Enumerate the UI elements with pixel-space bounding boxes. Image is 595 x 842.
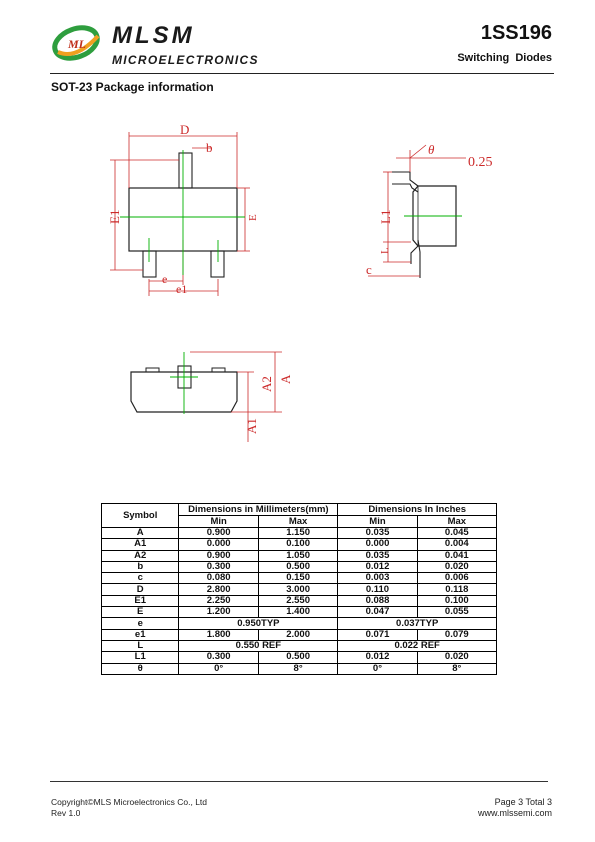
cell-mm-min: 0.900 bbox=[179, 550, 258, 561]
cell-mm-min: 0.000 bbox=[179, 539, 258, 550]
cell-symbol: D bbox=[102, 584, 179, 595]
table-row bbox=[102, 629, 497, 640]
header-divider bbox=[50, 73, 554, 74]
dim-label-E: E bbox=[247, 214, 259, 221]
cell-in-max: 0.079 bbox=[417, 629, 496, 640]
cell-symbol: e bbox=[102, 618, 179, 629]
cell-mm-max: 1.050 bbox=[258, 550, 337, 561]
footer-url: www.mlssemi.com bbox=[477, 808, 552, 818]
cell-in-max: 0.041 bbox=[417, 550, 496, 561]
top-view bbox=[110, 132, 250, 296]
footer-divider bbox=[50, 781, 548, 782]
dim-label-D: D bbox=[180, 122, 190, 137]
dim-label-A2: A2 bbox=[259, 376, 274, 392]
table-row bbox=[102, 528, 497, 539]
dim-label-e1: e1 bbox=[176, 282, 188, 296]
dim-label-L: L bbox=[379, 247, 391, 254]
cell-symbol: A bbox=[102, 528, 179, 539]
cell-symbol: θ bbox=[102, 663, 179, 674]
cell-mm-span: 0.950TYP bbox=[179, 618, 338, 629]
dim-label-A1: A1 bbox=[244, 418, 259, 434]
dim-label-theta: θ bbox=[428, 142, 435, 157]
cell-in-min: 0.003 bbox=[338, 573, 417, 584]
table-row bbox=[102, 618, 497, 629]
cell-symbol: c bbox=[102, 573, 179, 584]
cell-in-max: 0.100 bbox=[417, 595, 496, 606]
dimensions-table bbox=[101, 503, 497, 675]
part-number: 1SS196 bbox=[480, 22, 552, 44]
cell-mm-max: 2.550 bbox=[258, 595, 337, 606]
table-row bbox=[102, 573, 497, 584]
mm-min-header: Min bbox=[179, 516, 258, 528]
dim-label-e: e bbox=[162, 272, 168, 286]
table-header-row bbox=[102, 504, 497, 516]
cell-in-span: 0.022 REF bbox=[338, 640, 497, 651]
brand-subtitle: MICROELECTRONICS bbox=[112, 53, 259, 67]
package-drawing bbox=[0, 110, 595, 460]
dim-label-A: A bbox=[278, 374, 293, 384]
cell-in-max: 0.006 bbox=[417, 573, 496, 584]
cell-mm-max: 1.150 bbox=[258, 528, 337, 539]
footer-page: Page 3 Total 3 bbox=[494, 797, 552, 807]
cell-in-min: 0.110 bbox=[338, 584, 417, 595]
logo-mark-icon bbox=[48, 20, 110, 64]
cell-symbol: E bbox=[102, 607, 179, 618]
table-row bbox=[102, 607, 497, 618]
brand-name: MLSM bbox=[112, 22, 195, 49]
cell-in-max: 0.020 bbox=[417, 652, 496, 663]
table-row bbox=[102, 663, 497, 674]
cell-in-max: 0.004 bbox=[417, 539, 496, 550]
table-row bbox=[102, 595, 497, 606]
in-max-header: Max bbox=[417, 516, 496, 528]
front-view bbox=[131, 352, 282, 442]
cell-mm-max: 8° bbox=[258, 663, 337, 674]
cell-in-max: 0.118 bbox=[417, 584, 496, 595]
cell-in-min: 0.000 bbox=[338, 539, 417, 550]
cell-mm-min: 0.300 bbox=[179, 561, 258, 572]
cell-mm-span: 0.550 REF bbox=[179, 640, 338, 651]
cell-symbol: A1 bbox=[102, 539, 179, 550]
cell-in-min: 0.012 bbox=[338, 561, 417, 572]
cell-mm-min: 0.900 bbox=[179, 528, 258, 539]
cell-symbol: b bbox=[102, 561, 179, 572]
cell-in-span: 0.037TYP bbox=[338, 618, 497, 629]
cell-symbol: E1 bbox=[102, 595, 179, 606]
table-row bbox=[102, 550, 497, 561]
cell-in-max: 8° bbox=[417, 663, 496, 674]
table-row bbox=[102, 539, 497, 550]
cell-mm-max: 0.150 bbox=[258, 573, 337, 584]
footer-revision: Rev 1.0 bbox=[51, 808, 81, 818]
cell-in-min: 0.088 bbox=[338, 595, 417, 606]
cell-in-min: 0.035 bbox=[338, 528, 417, 539]
in-min-header: Min bbox=[338, 516, 417, 528]
cell-mm-min: 2.250 bbox=[179, 595, 258, 606]
cell-mm-min: 2.800 bbox=[179, 584, 258, 595]
logo-mark-text: ML bbox=[68, 37, 86, 51]
dim-label-E1: E1 bbox=[107, 209, 122, 224]
dim-label-c: c bbox=[366, 262, 372, 277]
cell-in-min: 0.047 bbox=[338, 607, 417, 618]
cell-in-min: 0.071 bbox=[338, 629, 417, 640]
cell-symbol: L1 bbox=[102, 652, 179, 663]
dim-label-b: b bbox=[206, 140, 213, 155]
table-row bbox=[102, 561, 497, 572]
table-row bbox=[102, 640, 497, 651]
top-view-centerlines bbox=[120, 150, 245, 275]
cell-mm-min: 0.300 bbox=[179, 652, 258, 663]
cell-symbol: L bbox=[102, 640, 179, 651]
cell-in-min: 0.035 bbox=[338, 550, 417, 561]
cell-in-min: 0.012 bbox=[338, 652, 417, 663]
symbol-header: Symbol bbox=[102, 504, 179, 528]
cell-mm-max: 0.500 bbox=[258, 652, 337, 663]
section-title: SOT-23 Package information bbox=[51, 80, 214, 94]
cell-in-min: 0° bbox=[338, 663, 417, 674]
cell-mm-min: 1.200 bbox=[179, 607, 258, 618]
footer-copyright: Copyright©MLS Microelectronics Co., Ltd bbox=[51, 797, 208, 807]
cell-mm-max: 2.000 bbox=[258, 629, 337, 640]
dim-label-025: 0.25 bbox=[468, 155, 493, 170]
dim-label-L1: L1 bbox=[378, 209, 393, 224]
table-row bbox=[102, 584, 497, 595]
cell-mm-max: 0.100 bbox=[258, 539, 337, 550]
inches-header: Dimensions In Inches bbox=[338, 504, 497, 516]
cell-mm-min: 0.080 bbox=[179, 573, 258, 584]
cell-mm-min: 0° bbox=[179, 663, 258, 674]
cell-in-max: 0.020 bbox=[417, 561, 496, 572]
product-subtitle: Switching Diodes bbox=[457, 52, 552, 64]
mm-max-header: Max bbox=[258, 516, 337, 528]
cell-symbol: A2 bbox=[102, 550, 179, 561]
cell-in-max: 0.045 bbox=[417, 528, 496, 539]
table-row bbox=[102, 652, 497, 663]
cell-mm-max: 1.400 bbox=[258, 607, 337, 618]
cell-mm-max: 0.500 bbox=[258, 561, 337, 572]
cell-mm-min: 1.800 bbox=[179, 629, 258, 640]
cell-symbol: e1 bbox=[102, 629, 179, 640]
mm-header: Dimensions in Millimeters(mm) bbox=[179, 504, 338, 516]
cell-mm-max: 3.000 bbox=[258, 584, 337, 595]
cell-in-max: 0.055 bbox=[417, 607, 496, 618]
